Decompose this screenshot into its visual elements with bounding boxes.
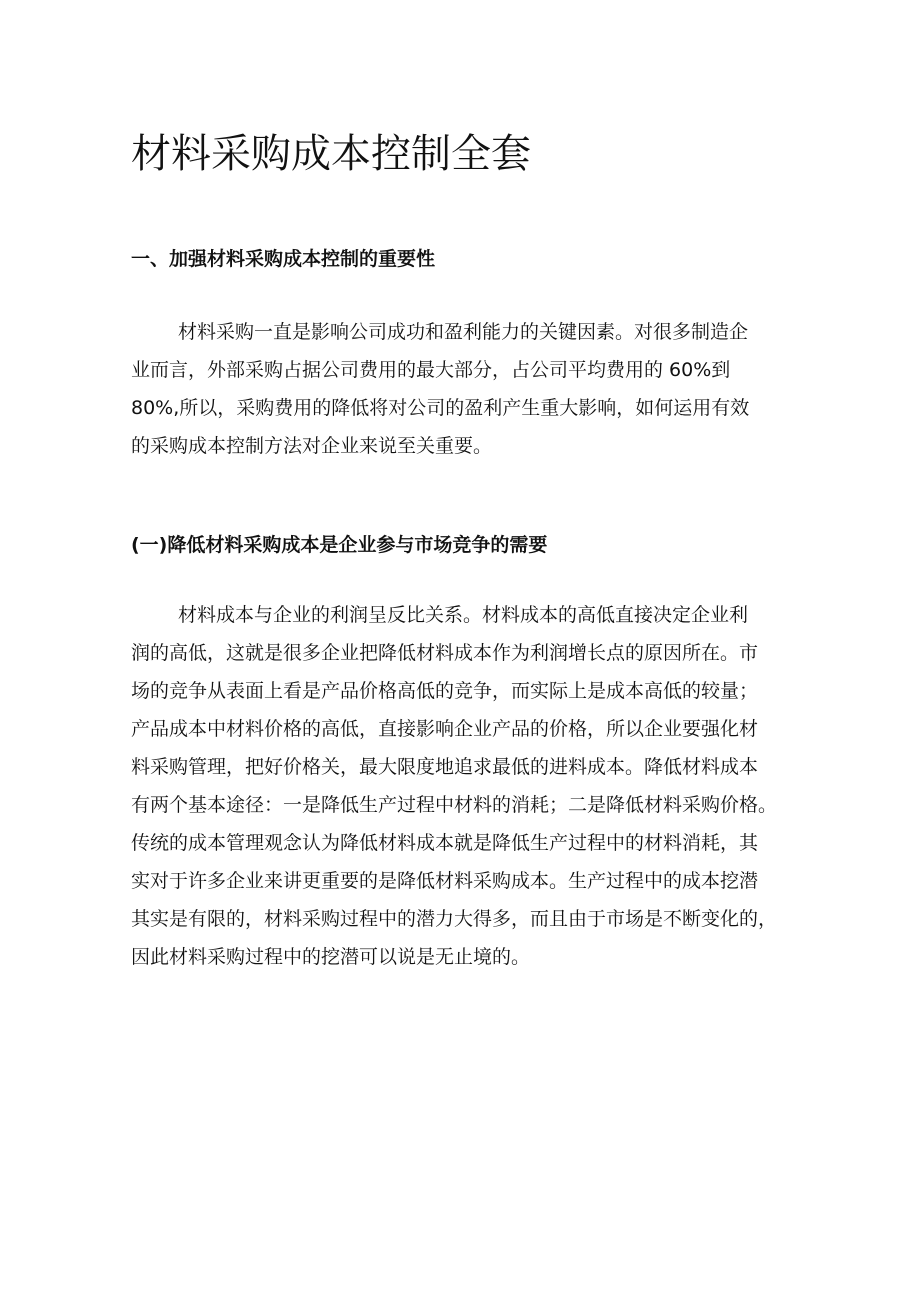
document-title: 材料采购成本控制全套 [131, 131, 531, 177]
paragraph-line: 其实是有限的，材料采购过程中的潜力大得多，而且由于市场是不断变化的， [131, 908, 778, 930]
paragraph-line: 润的高低，这就是很多企业把降低材料成本作为利润增长点的原因所在。市 [131, 642, 759, 664]
paragraph-line: 业而言，外部采购占据公司费用的最大部分，占公司平均费用的 60%到 [131, 359, 731, 381]
paragraph-line: 有两个基本途径：一是降低生产过程中材料的消耗；二是降低材料采购价格。 [131, 794, 778, 816]
paragraph-line: 料采购管理，把好价格关，最大限度地追求最低的进料成本。降低材料成本 [131, 756, 759, 778]
section-heading: 一、加强材料采购成本控制的重要性 [131, 248, 436, 270]
paragraph-line: 的采购成本控制方法对企业来说至关重要。 [131, 435, 493, 457]
paragraph-line: 材料采购一直是影响公司成功和盈利能力的关键因素。对很多制造企 [178, 321, 749, 343]
paragraph-line: 80%,所以，采购费用的降低将对公司的盈利产生重大影响，如何运用有效 [131, 397, 750, 419]
paragraph-line: 材料成本与企业的利润呈反比关系。材料成本的高低直接决定企业利 [178, 604, 749, 626]
paragraph-line: 实对于许多企业来讲更重要的是降低材料采购成本。生产过程中的成本挖潜 [131, 870, 759, 892]
subsection-heading: (一)降低材料采购成本是企业参与市场竞争的需要 [131, 534, 548, 556]
subsection-paragraph [131, 596, 799, 976]
section-paragraph [131, 313, 799, 465]
paragraph-line: 传统的成本管理观念认为降低材料成本就是降低生产过程中的材料消耗，其 [131, 832, 759, 854]
paragraph-line: 产品成本中材料价格的高低，直接影响企业产品的价格，所以企业要强化材 [131, 718, 759, 740]
paragraph-line: 场的竞争从表面上看是产品价格高低的竞争，而实际上是成本高低的较量； [131, 680, 759, 702]
paragraph-line: 因此材料采购过程中的挖潜可以说是无止境的。 [131, 946, 531, 968]
